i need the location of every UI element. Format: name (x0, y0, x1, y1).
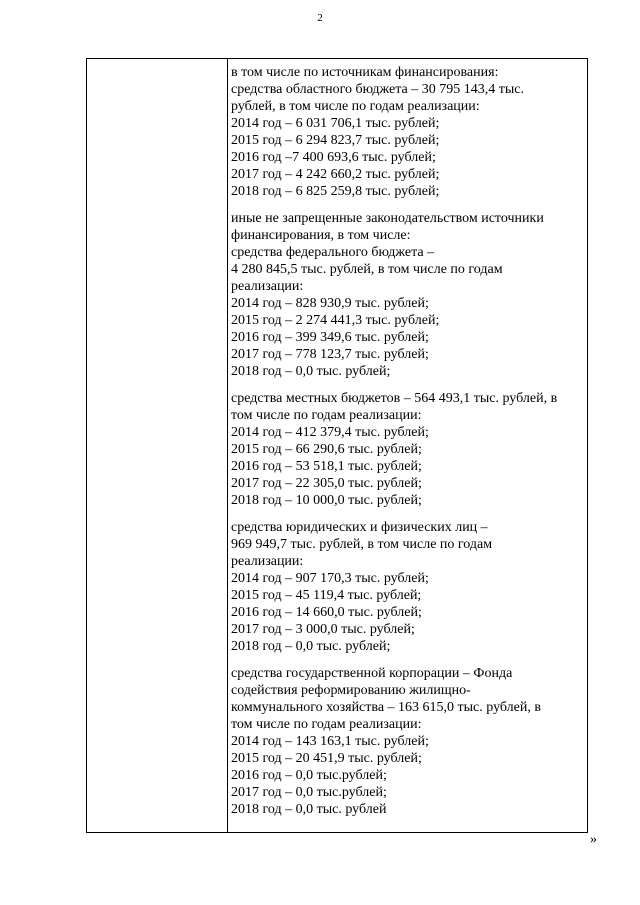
text-line: средства государственной корпорации – Фонда (231, 666, 513, 681)
text-line: том числе по годам реализации: (231, 408, 422, 423)
text-line: 2015 год – 45 119,4 тыс. рублей; (231, 588, 422, 603)
text-line: 2016 год – 14 660,0 тыс. рублей; (231, 605, 422, 620)
text-line: средства федерального бюджета – (231, 245, 435, 260)
text-line: 2017 год – 4 242 660,2 тыс. рублей; (231, 167, 440, 182)
text-line: средства областного бюджета – 30 795 143,4 тыс. (231, 82, 524, 97)
text-line: в том числе по источникам финансирования: (231, 65, 499, 80)
text-line: 2016 год – 53 518,1 тыс. рублей; (231, 459, 422, 474)
text-line: 2015 год – 2 274 441,3 тыс. рублей; (231, 313, 440, 328)
text-line: 2015 год – 66 290,6 тыс. рублей; (231, 442, 422, 457)
text-line: финансирования, в том числе: (231, 228, 411, 243)
text-line: 2014 год – 143 163,1 тыс. рублей; (231, 734, 429, 749)
text-line: 2016 год – 399 349,6 тыс. рублей; (231, 330, 429, 345)
text-line: 4 280 845,5 тыс. рублей, в том числе по годам (231, 262, 503, 277)
text-line: 2014 год – 828 930,9 тыс. рублей; (231, 296, 429, 311)
text-line: том числе по годам реализации: (231, 717, 422, 732)
federal-budget-block (231, 210, 585, 380)
text-line: 2018 год – 0,0 тыс. рублей (231, 802, 387, 817)
column-divider (227, 59, 228, 832)
text-line: 2018 год – 6 825 259,8 тыс. рублей; (231, 184, 440, 199)
text-line: 2018 год – 0,0 тыс. рублей; (231, 364, 391, 379)
text-line: 2016 год – 0,0 тыс.рублей; (231, 768, 387, 783)
text-line: 2018 год – 0,0 тыс. рублей; (231, 639, 391, 654)
text-line: средства местных бюджетов – 564 493,1 тыс. рублей, в (231, 391, 558, 406)
housing-fund-block (231, 665, 585, 818)
closing-quote-mark: » (590, 832, 597, 847)
text-line: 2015 год – 20 451,9 тыс. рублей; (231, 751, 422, 766)
text-line: 2018 год – 10 000,0 тыс. рублей; (231, 493, 422, 508)
local-budgets-block (231, 390, 585, 509)
text-line: 2017 год – 778 123,7 тыс. рублей; (231, 347, 429, 362)
text-line: 2017 год – 3 000,0 тыс. рублей; (231, 622, 415, 637)
funding-sources-cell (231, 64, 585, 818)
text-line: 2014 год – 6 031 706,1 тыс. рублей; (231, 116, 440, 131)
text-line: 969 949,7 тыс. рублей, в том числе по годам (231, 537, 493, 552)
text-line: 2015 год – 6 294 823,7 тыс. рублей; (231, 133, 440, 148)
text-line: реализации: (231, 279, 304, 294)
text-line: 2014 год – 412 379,4 тыс. рублей; (231, 425, 429, 440)
text-line: 2017 год – 0,0 тыс.рублей; (231, 785, 387, 800)
text-line: средства юридических и физических лиц – (231, 520, 488, 535)
page-number: 2 (317, 12, 323, 24)
text-line: содействия реформированию жилищно- (231, 683, 471, 698)
regional-budget-block (231, 64, 585, 200)
text-line: 2014 год – 907 170,3 тыс. рублей; (231, 571, 429, 586)
text-line: рублей, в том числе по годам реализации: (231, 99, 480, 114)
document-table (86, 58, 588, 833)
legal-entities-block (231, 519, 585, 655)
text-line: 2016 год –7 400 693,6 тыс. рублей; (231, 150, 436, 165)
text-line: иные не запрещенные законодательством источники (231, 211, 544, 226)
text-line: реализации: (231, 554, 304, 569)
text-line: 2017 год – 22 305,0 тыс. рублей; (231, 476, 422, 491)
text-line: коммунального хозяйства – 163 615,0 тыс. рублей, в (231, 700, 541, 715)
